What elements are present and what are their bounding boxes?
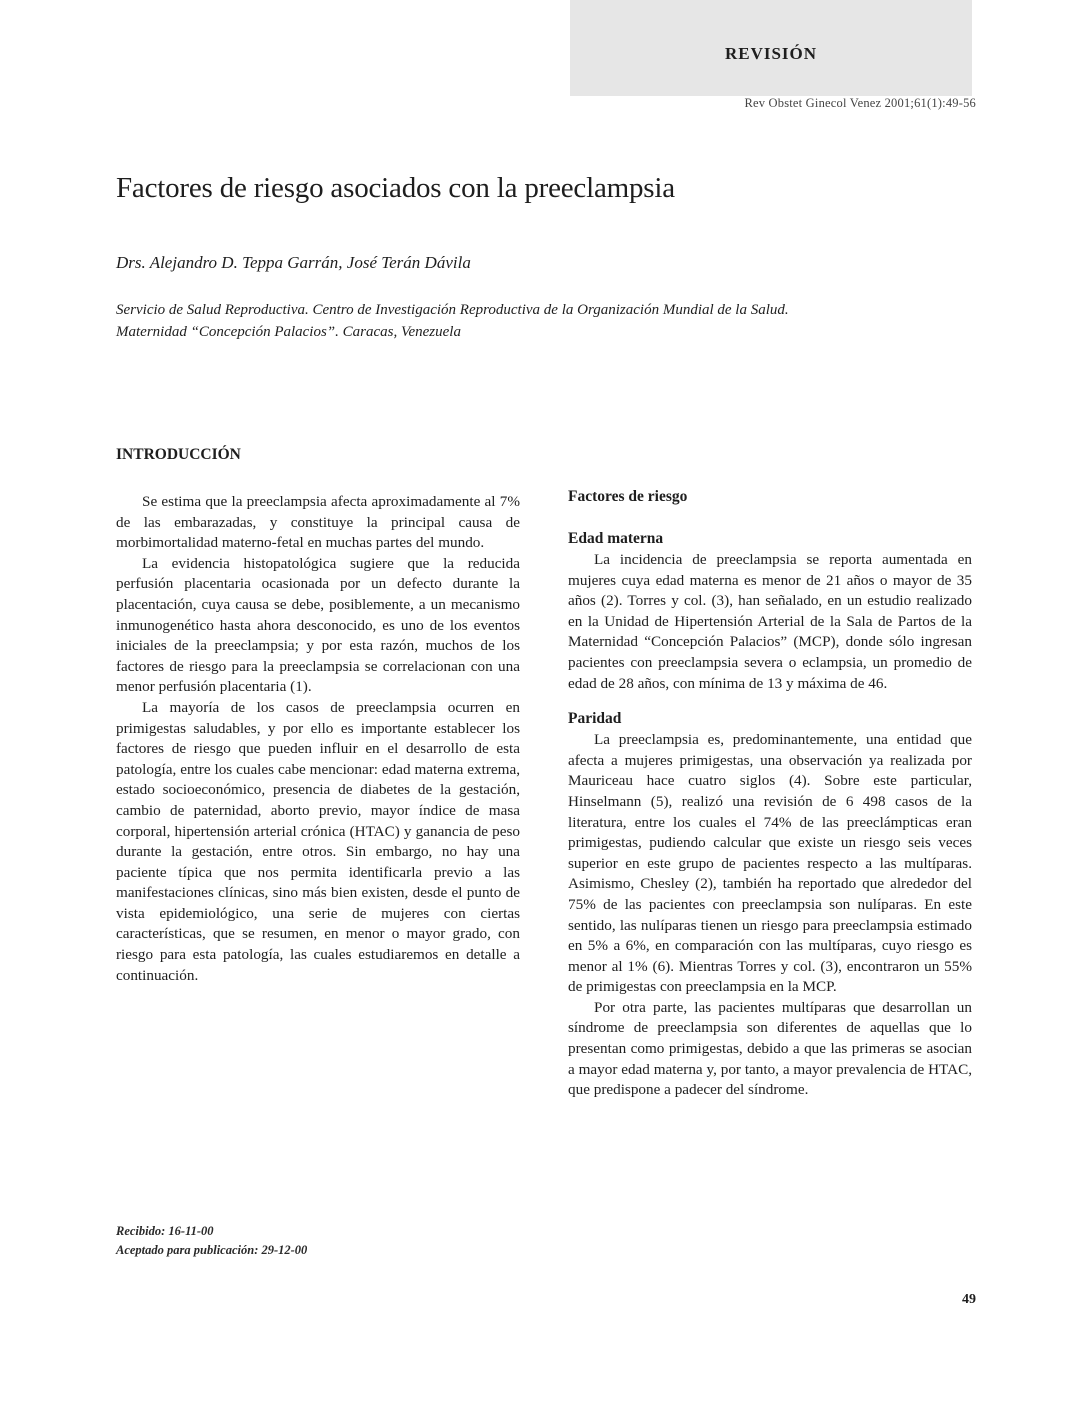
affiliation-line: Maternidad “Concepción Palacios”. Caracas, Venezuela [116,324,461,340]
accepted-date: Aceptado para publicación: 29-12-00 [116,1243,308,1257]
body-paragraph: Por otra parte, las pacientes multíparas que desarrollan un síndrome de preeclampsia son diferentes de aquellas que lo presentan como primigestas, debido a que las primeras se asocian a mayor edad materna y, por tanto, a mayor prevalencia de HTAC, que predispone a padecer del síndrome. [568,998,972,1099]
author-affiliation [116,299,946,343]
body-paragraph: Se estima que la preeclampsia afecta aproximadamente al 7% de las embarazadas, y constituye la principal causa de morbimortalidad materno-fetal en muchas partes del mundo. [116,493,520,552]
body-paragraph: La incidencia de preeclampsia se reporta aumentada en mujeres cuya edad materna es menor de 21 años o mayor de 35 años (2). Torres y col. (3), han señalado, en un estudio realizado en la Unidad de Hipertensión Arterial de la Sala de Partos de la Maternidad “Concepción Palacios” (MCP), donde sólo ingresan pacientes con preeclampsia severa o eclampsia, un promedio de edad de 28 años, con mínima de 13 y máxima de 46. [568,551,972,692]
submission-dates [116,1222,307,1260]
affiliation-line: Servicio de Salud Reproductiva. Centro de Investigación Reproductiva de la Organización Mundial de la Salud. [116,302,789,318]
left-column [116,444,520,986]
article-authors: Drs. Alejandro D. Teppa Garrán, José Terán Dávila [116,253,471,272]
body-paragraph: La mayoría de los casos de preeclampsia ocurren en primigestas saludables, y por ello es importante establecer los factores de riesgo que pueden influir en el desarrollo de esta patología, entre los cuales cabe mencionar: edad materna extrema, estado socioeconómico, presencia de diabetes de la gestación, cambio de paternidad, aborto previo, mayor índice de masa corporal, hipertensión arterial crónica (HTAC) y ganancia de peso durante la gestación, entre otros. Sin embargo, no hay una paciente típica que nos permita identificarla previo a las manifestaciones clínicas, sino más bien existen, desde el punto de vista epidemiológico, una serie de mujeres con ciertas características, que se resumen, en menor o mayor grado, con riesgo para esta patología, las cuales estudiaremos en detalle a continuación. [116,698,520,984]
section-heading-factores: Factores de riesgo [568,488,688,505]
article-title: Factores de riesgo asociados con la preeclampsia [116,172,675,204]
journal-reference: Rev Obstet Ginecol Venez 2001;61(1):49-56 [744,96,976,110]
page-number: 49 [962,1292,976,1307]
received-date: Recibido: 16-11-00 [116,1224,214,1238]
right-column [568,486,972,1101]
section-heading-introduccion: INTRODUCCIÓN [116,446,241,463]
subsection-heading-edad-materna: Edad materna [568,530,664,547]
body-paragraph: La evidencia histopatológica sugiere que la reducida perfusión placentaria ocasionada por un defecto durante la placentación, cuya causa se debe, posiblemente, a un mecanismo inmunogenético hasta ahora desconocido, es uno de los eventos iniciales de la preeclampsia; y por esta razón, muchos de los factores de riesgo para la preeclampsia se correlacionan con una menor perfusión placentaria (1). [116,554,520,696]
section-label: REVISIÓN [724,44,818,63]
subsection-heading-paridad: Paridad [568,710,622,728]
body-paragraph: La preeclampsia es, predominantemente, una entidad que afecta a mujeres primigestas, una observación ya realizada por Mauriceau hace cuatro siglos (4). Sobre este particular, Hinselmann (5), realizó una revisión de 6 498 casos de la literatura, entre los cuales el 74% de las preeclámpticas eran primigestas, pudiendo calcular que existe un riesgo seis veces superior en este grupo de pacientes respecto a las multíparas. Asimismo, Chesley (2), también ha reportado que alrededor del 75% de las pacientes con preeclampsia son nulíparas. En este sentido, las nulíparas tienen un riesgo para preeclampsia estimado en 5% a 6%, en comparación con las multíparas, cuyo riesgo es menor al 1% (6). Mientras Torres y col. (3), encontraron un 55% de primigestas con preeclampsia en la MCP. [568,731,972,996]
